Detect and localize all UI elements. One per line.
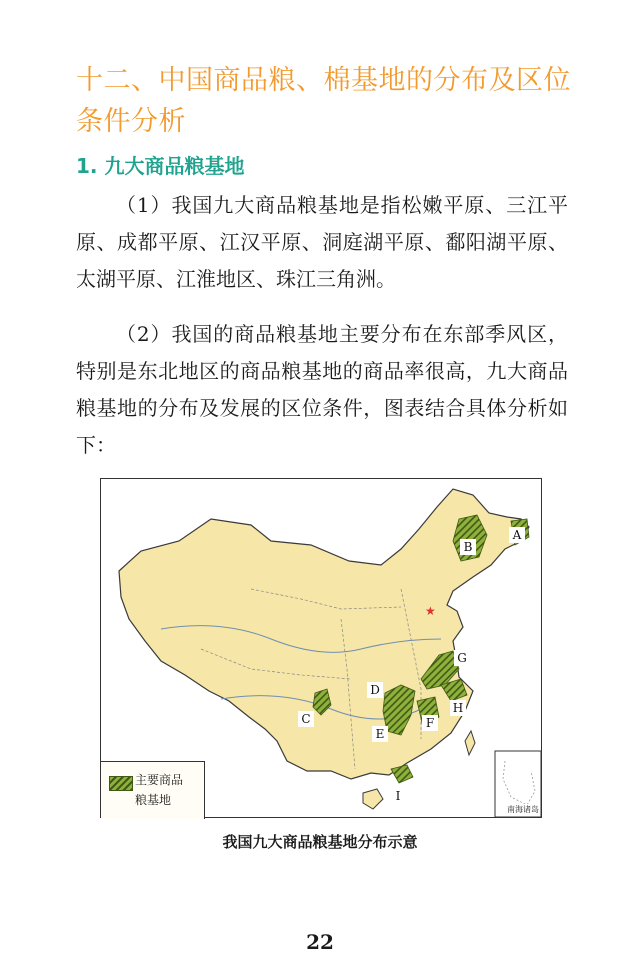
page-title: 十二、中国商品粮、棉基地的分布及区位条件分析 xyxy=(76,65,571,137)
base-label-b: B xyxy=(460,539,476,555)
base-label-c: C xyxy=(298,711,314,727)
base-label-f: F xyxy=(422,715,438,731)
map-legend xyxy=(101,761,205,819)
paragraph-2: （2）我国的商品粮基地主要分布在东部季风区，特别是东北地区的商品粮基地的商品率很高，九大商品粮基地的分布及发展的区位条件，图表结合具体分析如下： xyxy=(76,322,568,457)
taiwan-island xyxy=(465,731,475,755)
base-label-h: H xyxy=(450,700,466,716)
capital-star-icon: ★ xyxy=(425,604,436,618)
legend-text-line2: 粮基地 xyxy=(135,793,172,807)
base-label-g: G xyxy=(454,650,470,666)
hainan-island xyxy=(363,789,383,809)
legend-hatch-swatch xyxy=(109,776,133,791)
base-label-e: E xyxy=(372,726,388,742)
section-heading: 1. 九大商品粮基地 xyxy=(76,154,245,178)
base-label-i: I xyxy=(390,788,406,804)
china-grain-base-map xyxy=(100,478,542,818)
paragraph-1: （1）我国九大商品粮基地是指松嫩平原、三江平原、成都平原、江汉平原、洞庭湖平原、鄱阳湖平原、太湖平原、江淮地区、珠江三角洲。 xyxy=(76,193,568,291)
figure-caption: 我国九大商品粮基地分布示意 xyxy=(222,833,418,851)
base-label-d: D xyxy=(367,682,383,698)
legend-text-line1: 主要商品 xyxy=(135,773,184,787)
base-label-a: A xyxy=(509,527,525,543)
inset-label: 南海诸岛 xyxy=(507,805,539,814)
page-number: 22 xyxy=(306,930,334,954)
